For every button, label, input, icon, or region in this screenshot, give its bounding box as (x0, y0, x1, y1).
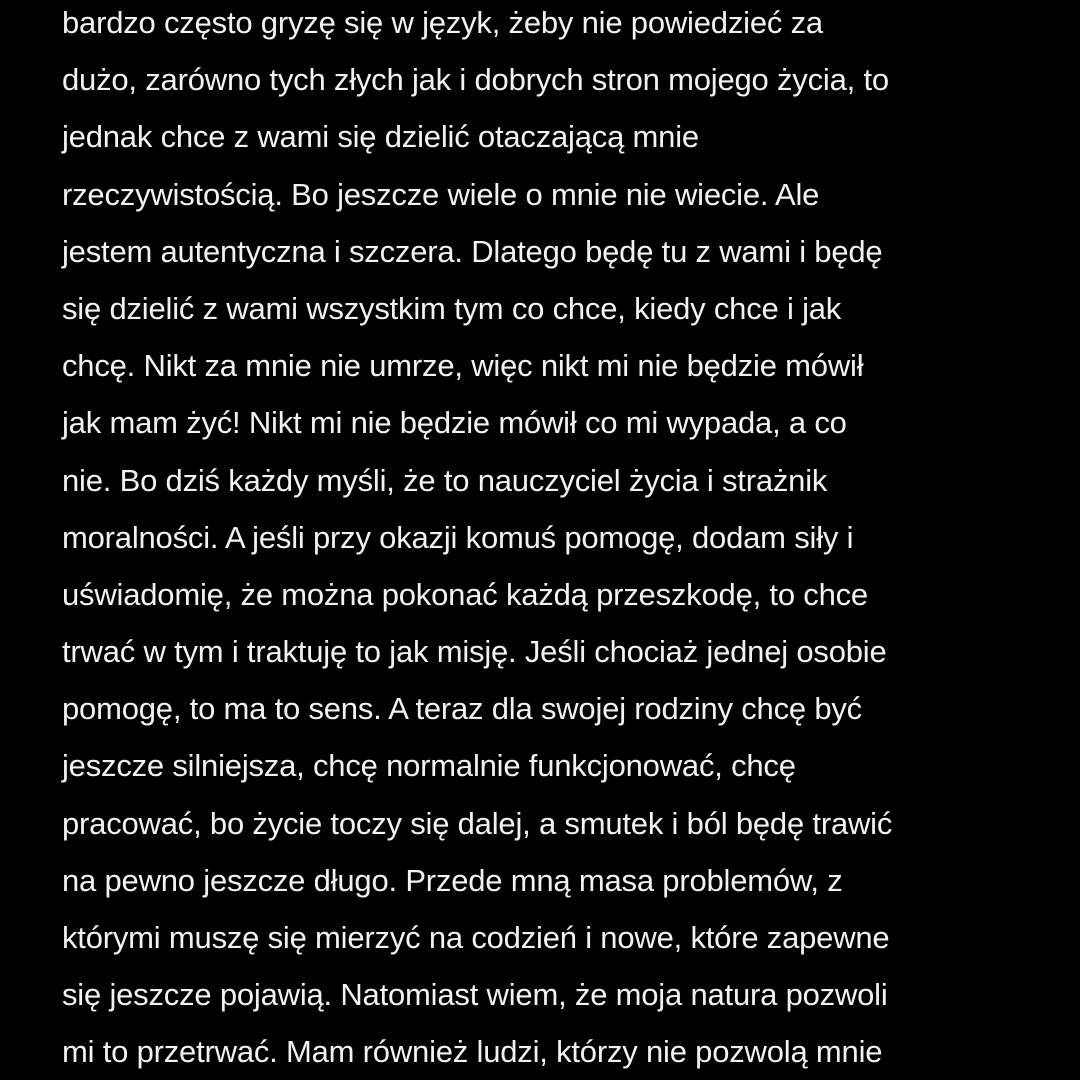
text-line: dużo, zarówno tych złych jak i dobrych stron mojego życia, to (62, 62, 889, 98)
text-line: się jeszcze pojawią. Natomiast wiem, że moja natura pozwoli (62, 977, 888, 1013)
text-line: się dzielić z wami wszystkim tym co chce, kiedy chce i jak (62, 290, 842, 326)
text-line: jak mam żyć! Nikt mi nie będzie mówił co mi wypada, a co (62, 405, 847, 441)
text-line: jeszcze silniejsza, chcę normalnie funkcjonować, chcę (62, 748, 796, 784)
text-line: jestem autentyczna i szczera. Dlatego będę tu z wami i będę (62, 233, 883, 269)
text-line: którymi muszę się mierzyć na codzień i nowe, które zapewne (62, 920, 890, 955)
text-line: bardzo często gryzę się w język, żeby nie powiedzieć za (62, 5, 823, 40)
text-line: rzeczywistością. Bo jeszcze wiele o mnie nie wiecie. Ale (62, 176, 820, 212)
text-line: pomogę, to ma to sens. A teraz dla swojej rodziny chcę być (62, 691, 862, 727)
post-text-block (62, 0, 1062, 1080)
text-line: nie. Bo dziś każdy myśli, że to nauczyciel życia i strażnik (62, 462, 828, 498)
text-line: na pewno jeszcze długo. Przede mną masa problemów, z (62, 862, 843, 898)
text-line: uświadomię, że można pokonać każdą przeszkodę, to chce (62, 576, 868, 612)
text-line: jednak chce z wami się dzielić otaczającą mnie (62, 119, 699, 155)
text-line: trwać w tym i traktuję to jak misję. Jeśli chociaż jednej osobie (62, 634, 887, 670)
text-line: chcę. Nikt za mnie nie umrze, więc nikt mi nie będzie mówił (62, 348, 864, 384)
text-line: pracować, bo życie toczy się dalej, a smutek i ból będę trawić (62, 805, 893, 841)
text-line: moralności. A jeśli przy okazji komuś pomogę, dodam siły i (62, 519, 854, 555)
text-line: mi to przetrwać. Mam również ludzi, którzy nie pozwolą mnie (62, 1034, 883, 1070)
